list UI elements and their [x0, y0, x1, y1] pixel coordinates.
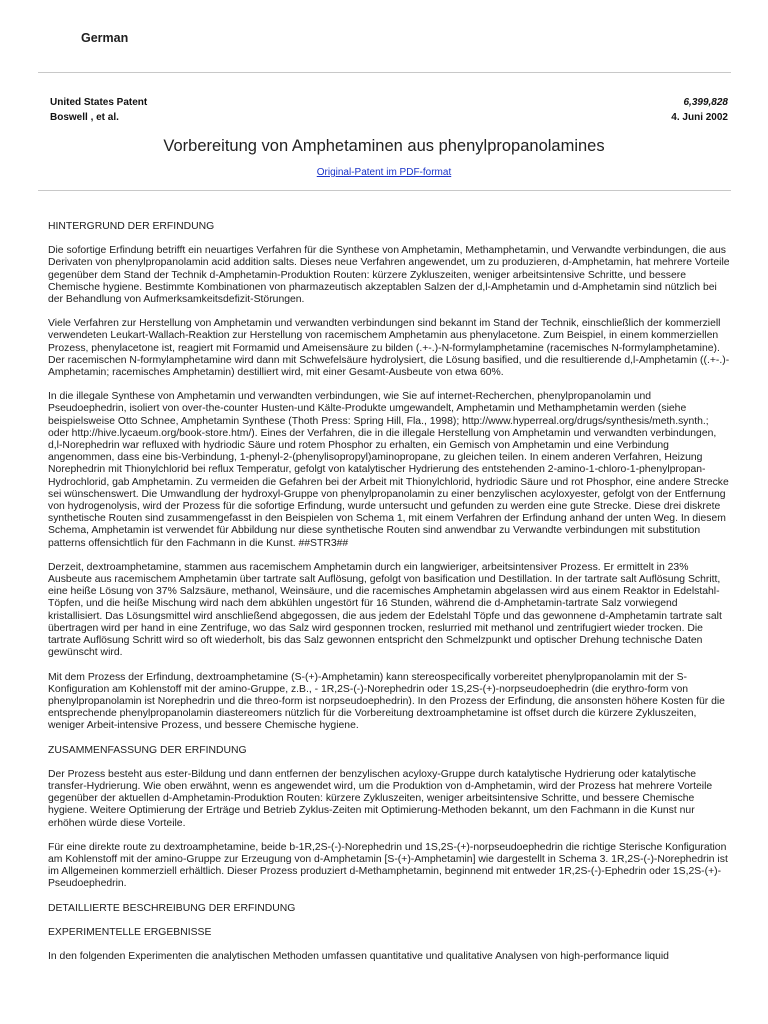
- header-divider: [38, 190, 731, 191]
- experimental-results-heading: EXPERIMENTELLE ERGEBNISSE: [48, 926, 212, 938]
- summary-paragraph: Der Prozess besteht aus ester-Bildung und dann entfernen der benzylischen acyloxy-Gruppe durch katalytische Hydrierung oder katalytische transfer-Hydrierung. Wie oben erwähnt, wenn es angewendet wird, um die Produktion von d-Amphetamin, wird der Prozess hat mehrere Vorteile gegenüber der aktuellen d-Amphetamin-Produktion Routen: kürzere Zykluszeiten, weniger arbeitsintensive Schritte, und bessere Chemische hygiene. Weitere Optimierung der Erträge und Betrieb Zyklus-Zeiten mit Optimierung-Methoden bekannt, um den Fachmann in die Kunst nur erhöhen würde diese Vorteile.: [48, 768, 713, 829]
- summary-heading: ZUSAMMENFASSUNG DER ERFINDUNG: [48, 744, 247, 756]
- background-paragraph: Derzeit, dextroamphetamine, stammen aus racemischem Amphetamin durch ein langwieriger, arbeitsintensiver Prozess. Er ermittelt in 23% Ausbeute aus racemischem Amphetamin über tartrate salt Auflösung, gefolgt von basification und Destillation. In der tartrate salt Auflösung Schritt, eine heiße Lösung von 37% Salzsäure, methanol, Weinsäure, und die racemisches Amphetamin abgelassen wird aus einem Reaktor in Edelstahl-Töpfen, und die heiße Mischung wird nach dem abkühlen ungestört für 16 Stunden, während die d-Amphetamin-tartrate Salz vorwiegend kristallisiert. Das Lösungsmittel wird anschließend abgegossen, die aus jedem der Edelstahl Töpfe und das gewonnene d-Amphetamin tartrate salt übertragen wird per hand in eine Zentrifuge, wo das Salz wird gesponnen trocken, reslurried mit methanol und zentrifugiert wieder trocken. Die tartrate Auflösung Schritt wird so oft wiederholt, bis das Salz gewonnen entspricht den Schmelzpunkt und optischer Drehung technische Daten gewünscht wird.: [48, 561, 722, 659]
- background-paragraph: Mit dem Prozess der Erfindung, dextroamphetamine (S-(+)-Amphetamin) kann stereospecifically vorbereitet phenylpropanolamin mit der S-Konfiguration am Kohlenstoff mit der amino-Gruppe, z.B., - 1R,2S-(-)-Norephedrin oder 1S,2S-(+)-norpseudoephedrin (die erythro-form von phenylpropanolamin ist Norephedrin und die threo-form ist norpseudoephedrin). In den Prozess der Erfindung, die ansonsten höhere Kosten für die entsprechende phenylpropanolamin diastereomers nützlich für die Vorbereitung dextroamphetamine ist offset durch die kürzere Zykluszeiten, weniger Arbeit-intensive Prozess, und bessere Chemische hygiene.: [48, 671, 725, 732]
- patent-office: United States Patent: [50, 97, 148, 108]
- background-heading: HINTERGRUND DER ERFINDUNG: [48, 221, 215, 232]
- patent-header-row-1: [50, 97, 728, 108]
- original-patent-pdf-link[interactable]: Original-Patent im PDF-format: [316, 167, 452, 178]
- pdf-link-container: [40, 167, 728, 178]
- background-paragraph: In die illegale Synthese von Amphetamin und verwandten verbindungen, wie Sie auf internet-Recherchen, phenylpropanolamin und Pseudoephedrin, isoliert von over-the-counter Husten-und Kälte-Produkte umgewandelt, Amphetamin und Methamphetamin werden (siehe beispielsweise Otto Schnee, Amphetamin Synthese (Thoth Press: Spring Hill, Fla., 1998); http://www.hyperreal.org/drugs/synthesis/meth.synth.; oder http://hive.lycaeum.org/book-store.htm/). Eines der Verfahren, die in die illegale Herstellung von Amphetamin und verwandten verbindungen, d,l-Norephedrin war refluxed with hydriodic Säure und rotem Phosphor zu erhalten, ein Gemisch von Amphetamin und eine Verbindung angenommen, dass eine bis-Verbindung, 1-phenyl-2-(phenylisopropyl)aminopropane, zu gleichen teilen. In einem anderen Verfahren, Heizung Norephedrin mit Thionylchlorid bei reflux Temperatur, gefolgt von katalytischer Hydrierung des entstehenden 2-amino-1-chloro-1-phenylpropan-Hydrochlorid, gab Amphetamin. Zu vermeiden die Gefahren bei der Arbeit mit Thionylchlorid, hydriodic Säure und rot Phosphor, eine andere Strecke sei wünschenswert. Die Umwandlung der hydroxyl-Gruppe von phenylpropanolamin zu einer benzylischen acyloxyester, gefolgt von der Entfernung von hydrogenolysis, wird der Prozess für die sofortige Erfindung, wurde untersucht und gefunden zu werden eine gute Strecke. Diese drei diskrete synthetische Routen sind zusammengefasst in den Beispielen von Schema 1, mit einem Verfahren der Erfindung anhand der unten Weg. In diesem Schema, Amphetamin ist verwendet für Abbildung nur diese synthetische Routen sind anwendbar zu Verwandte verbindungen mit substitution patterns offensichtlich für den Fachmann in die Kunst. ##STR3##: [48, 391, 729, 549]
- patent-date: 4. Juni 2002: [671, 112, 728, 123]
- experimental-paragraph: In den folgenden Experimenten die analytischen Methoden umfassen quantitative und qualitative Analysen von high-performance liquid: [48, 950, 669, 962]
- background-paragraph: Die sofortige Erfindung betrifft ein neuartiges Verfahren für die Synthese von Amphetamin, Methamphetamin, und Verwandte verbindungen, die aus Derivaten von phenylpropanolamin acid addition salts. Dieses neue Verfahren angewendet, um zu produzieren, d-Amphetamin, hat mehrere Vorteile gegenüber dem Stand der Technik d-Amphetamin-Produktion Routen: kürzere Zykluszeiten, weniger arbeitsintensive Schritte, und bessere Chemische hygiene. Bestimmte Kombinationen von pharmazeutisch akzeptablen Salzen der d,l-Amphetamin und d-Amphetamin sind nützlich bei der Behandlung von Aufmerksamkeitsdefizit-Störungen.: [48, 245, 730, 306]
- patent-body: [48, 221, 731, 975]
- language-label: German: [81, 31, 129, 45]
- patent-header-row-2: [50, 112, 728, 123]
- page-title: Vorbereitung von Amphetaminen aus phenylpropanolamines: [163, 137, 605, 155]
- top-divider: [38, 72, 731, 73]
- detailed-description-heading: DETAILLIERTE BESCHREIBUNG DER ERFINDUNG: [48, 902, 296, 914]
- background-paragraph: Viele Verfahren zur Herstellung von Amphetamin und verwandten verbindungen sind bekannt im Stand der Technik, einschließlich der kommerziell verwendeten Leukart-Wallach-Reaktion zur Herstellung von racemischem Amphetamin aus phenylacetone. Zum Beispiel, in einem kommerziellen Prozess, phenylacetone ist, reagiert mit Formamid und Ameisensäure zu bilden (.+-.)-N-formylamphetamine (racemisches N-formylamphetamine). Der racemischen N-formylamphetamine wird dann mit Schwefelsäure hydrolysiert, die Lösung basified, und die resultierende d,l-Amphetamin ((.+-.)-Amphetamin; racemisches Amphetamin) destilliert wird, mit einer Gesamt-Ausbeute von etwa 60%.: [48, 318, 730, 379]
- patent-inventors: Boswell , et al.: [50, 112, 119, 123]
- summary-paragraph: Für eine direkte route zu dextroamphetamine, beide b-1R,2S-(-)-Norephedrin und 1S,2S-(+)-norpseudoephedrin die richtige Sterische Konfiguration am Kohlenstoff mit der amino-Gruppe zur Erzeugung von d-Amphetamin [S-(+)-Amphetamin] wie dargestellt in Schema 3. 1R,2S-(-)-Norephedrin ist im Allgemeinen kommerziell erhältlich. Dieser Prozess produziert d-Methamphetamin, beginnend mit entweder 1R,2S-(-)-Ephedrin oder 1S,2S-(+)-Pseudoephedrin.: [48, 841, 728, 890]
- patent-number: 6,399,828: [683, 97, 728, 108]
